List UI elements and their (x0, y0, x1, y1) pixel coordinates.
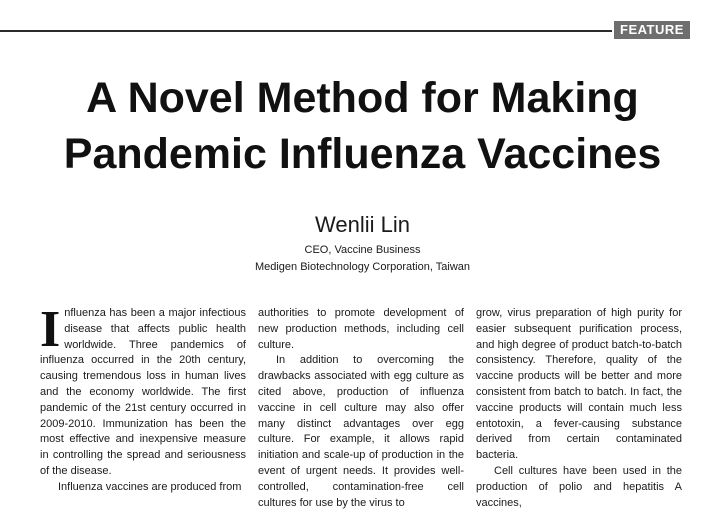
author-name: Wenlii Lin (315, 212, 410, 237)
title-line-1: A Novel Method for Making (86, 74, 639, 122)
paragraph-text: nfluenza has been a major infectious disease that affects public health worldwide. Three pandemics of influenza occurred in the 20th century, causing tremendous loss in human lives and the economy worldwide. The first pandemic of the 21st century occurred in 2009-2010. Immunization has been the most effective and inexpensive measure in controlling the spread and seriousness of the disease. (40, 307, 246, 477)
body-column-2 (258, 306, 464, 511)
article-title (0, 70, 725, 182)
title-line-2: Pandemic Influenza Vaccines (63, 130, 662, 178)
paragraph: authorities to promote development of new production methods, including cell culture. (258, 307, 464, 351)
paragraph (40, 301, 246, 480)
body-column-1 (40, 301, 246, 496)
author-affiliation-org: Medigen Biotechnology Corporation, Taiwan (254, 261, 471, 273)
paragraph: Cell cultures have been used in the production of polio and hepatitis A vaccines, (476, 464, 682, 509)
paragraph: grow, virus preparation of high purity for easier subsequent purification process, and high degree of product batch-to-batch consistency. Therefore, quality of the vaccine products will be better and more consistent from batch to batch. In fact, the vaccine products will contain much less entotoxin, a fever-causing substance derived from certain contaminated bacteria. (476, 307, 682, 462)
paragraph: In addition to overcoming the drawbacks associated with egg culture as cited above, production of influenza vaccine in cell culture may also offer many distinct advantages over egg culture. For example, it allows rapid initiation and scale-up of production in the event of urgent needs. It provides well-controlled, contamination-free cell cultures for use by the virus to (258, 354, 464, 509)
author-affiliation-role: CEO, Vaccine Business (304, 244, 421, 256)
body-column-3 (476, 306, 682, 511)
section-tag: FEATURE (614, 21, 690, 39)
paragraph: Influenza vaccines are produced from (58, 480, 242, 493)
header-rule (0, 30, 612, 32)
drop-cap: I (40, 301, 61, 358)
